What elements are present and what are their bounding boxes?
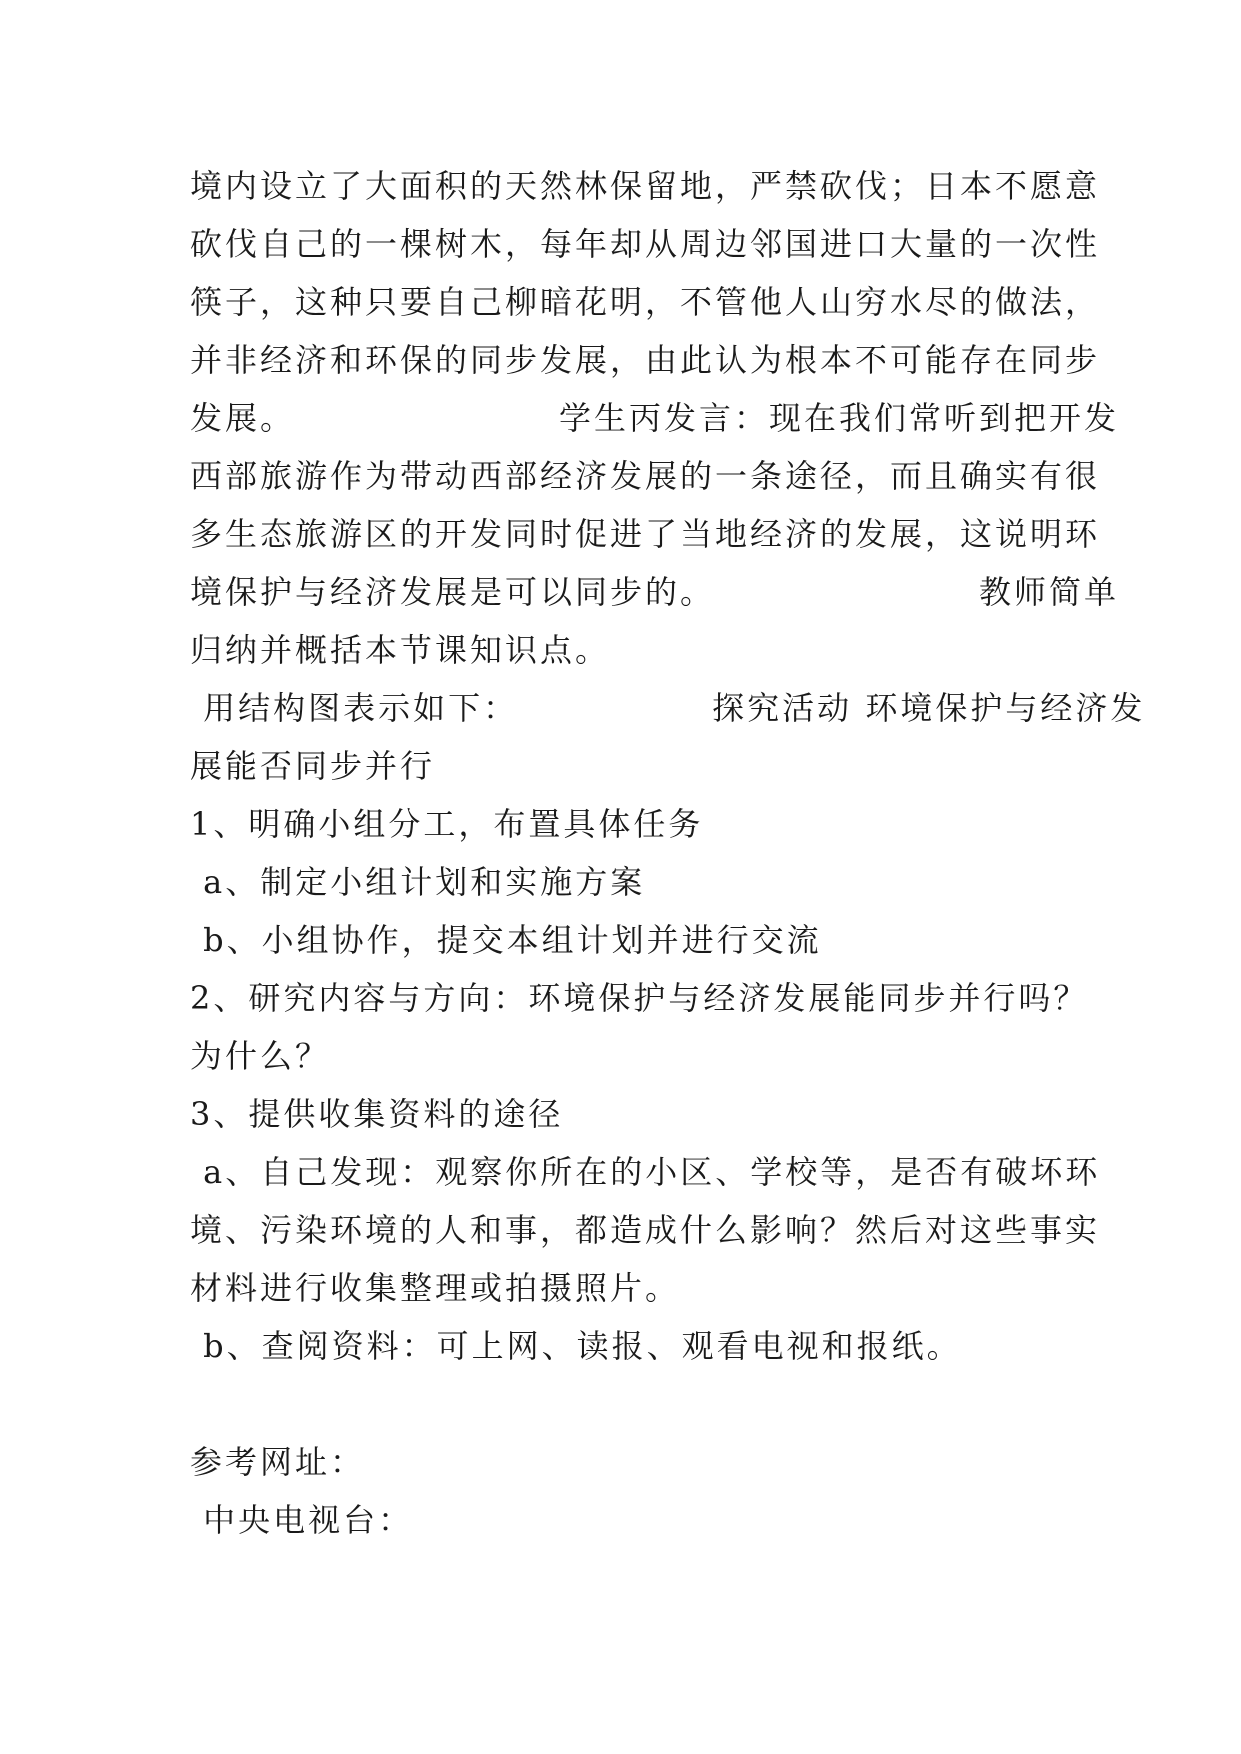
paragraph-line: 用结构图表示如下： 探究活动 环境保护与经济发 xyxy=(190,689,1146,727)
paragraph-line: 归纳并概括本节课知识点。 xyxy=(190,631,611,669)
paragraph-line: 发展。 学生丙发言：现在我们常听到把开发 xyxy=(190,399,1120,437)
paragraph-line: 境保护与经济发展是可以同步的。 教师简单 xyxy=(190,573,1120,611)
list-subitem: b、查阅资料：可上网、读报、观看电视和报纸。 xyxy=(190,1327,962,1365)
paragraph-line: 砍伐自己的一棵树木，每年却从周边邻国进口大量的一次性 xyxy=(190,225,1101,263)
section-label: 参考网址： xyxy=(190,1443,366,1481)
list-item: 3、提供收集资料的途径 xyxy=(190,1095,564,1133)
paragraph-line: 材料进行收集整理或拍摄照片。 xyxy=(190,1269,681,1307)
list-item: 2、研究内容与方向：环境保护与经济发展能同步并行吗？ xyxy=(190,979,1089,1017)
paragraph-line: 筷子，这种只要自己柳暗花明，不管他人山穷水尽的做法， xyxy=(190,283,1101,321)
paragraph-line: 境内设立了大面积的天然林保留地，严禁砍伐；日本不愿意 xyxy=(190,167,1101,205)
reference-label: 中央电视台： xyxy=(190,1501,414,1539)
paragraph-line: 为什么？ xyxy=(190,1037,331,1075)
paragraph-line: 并非经济和环保的同步发展，由此认为根本不可能存在同步 xyxy=(190,341,1101,379)
paragraph-line: 多生态旅游区的开发同时促进了当地经济的发展，这说明环 xyxy=(190,515,1101,553)
paragraph-line: 展能否同步并行 xyxy=(190,747,436,785)
list-subitem: b、小组协作，提交本组计划并进行交流 xyxy=(190,921,822,959)
paragraph-line: 西部旅游作为带动西部经济发展的一条途径，而且确实有很 xyxy=(190,457,1101,495)
list-subitem: a、自己发现：观察你所在的小区、学校等，是否有破坏环 xyxy=(190,1153,1101,1191)
paragraph-line: 境、污染环境的人和事，都造成什么影响？然后对这些事实 xyxy=(190,1211,1101,1249)
list-item: 1、明确小组分工，布置具体任务 xyxy=(190,805,704,843)
list-subitem: a、制定小组计划和实施方案 xyxy=(190,863,646,901)
